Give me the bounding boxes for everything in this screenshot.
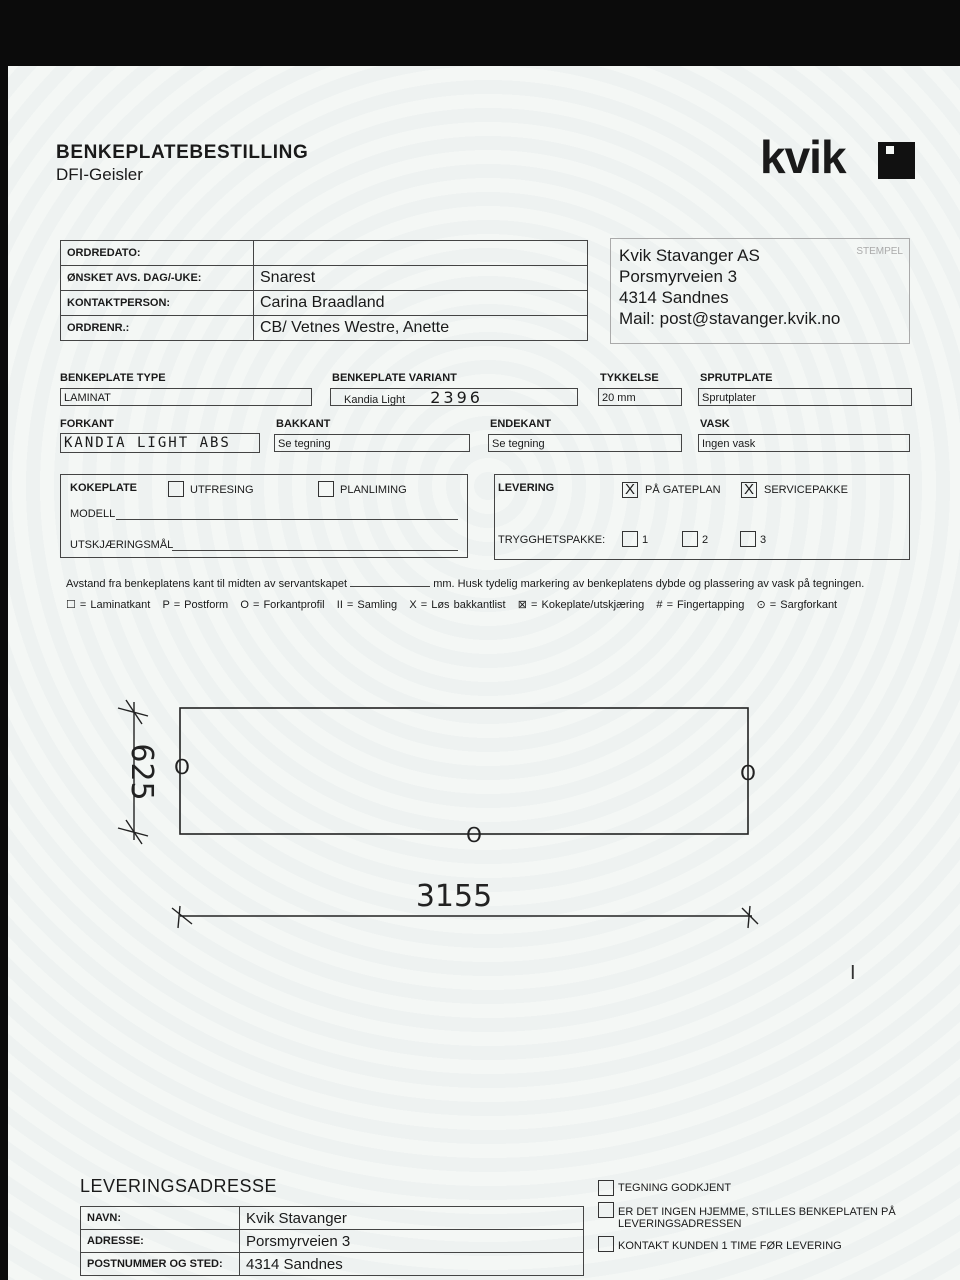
depth-tick-top	[118, 708, 148, 716]
order-number-value[interactable]: CB/ Vetnes Westre, Anette	[254, 316, 588, 341]
back-edge-label: BAKKANT	[276, 418, 331, 430]
length-tick-left	[178, 906, 180, 928]
desired-dispatch-value[interactable]: Snarest	[254, 266, 588, 291]
safety-1-label: 1	[642, 534, 649, 546]
contact-person-value[interactable]: Carina Braadland	[254, 291, 588, 316]
service-package-checkbox[interactable]: X	[741, 482, 757, 498]
street-level-checkbox[interactable]: X	[622, 482, 638, 498]
legend-item: II = Samling	[336, 599, 398, 611]
table-row	[81, 1230, 584, 1253]
model-label: MODELL	[70, 508, 116, 520]
delivery-address-label: ADRESSE:	[81, 1230, 240, 1253]
desired-dispatch-label: ØNSKET AVS. DAG/-UKE:	[61, 266, 254, 291]
cutout-label: UTSKJÆRINGSMÅL	[70, 539, 174, 551]
kvik-logo: kvik	[760, 131, 846, 183]
table-row	[81, 1207, 584, 1230]
flush-mount-label: PLANLIMING	[340, 484, 407, 496]
end-edge-label: ENDEKANT	[490, 418, 552, 430]
legend-item: P = Postform	[162, 599, 229, 611]
countertop-outline	[180, 708, 748, 834]
end-edge-field[interactable]: Se tegning	[488, 434, 682, 452]
leave-at-address-checkbox[interactable]	[598, 1202, 614, 1218]
sink-label: VASK	[700, 418, 730, 430]
variant-code: 2396	[430, 388, 483, 406]
thickness-field[interactable]: 20 mm	[598, 388, 682, 406]
delivery-address-value[interactable]: Porsmyrveien 3	[240, 1230, 584, 1253]
type-field[interactable]: LAMINAT	[60, 388, 312, 406]
delivery-postal-label: POSTNUMMER OG STED:	[81, 1253, 240, 1276]
legend-item: X = Løs bakkantlist	[409, 599, 506, 611]
delivery-label: LEVERING	[498, 482, 555, 494]
back-edge-field[interactable]: Se tegning	[274, 434, 470, 452]
contact-person-label: KONTAKTPERSON:	[61, 291, 254, 316]
legend-item: ☐ = Laminatkant	[66, 599, 151, 611]
distance-note-a: Avstand fra benkeplatens kant til midten av servantskapet	[66, 578, 348, 590]
legend-item: ⊙ = Sargforkant	[756, 599, 838, 611]
thickness-label: TYKKELSE	[600, 372, 659, 384]
order-number-label: ORDRENR.:	[61, 316, 254, 341]
splash-field[interactable]: Sprutplater	[698, 388, 912, 406]
edge-profile-mark-right: O	[740, 761, 756, 785]
length-tick-right	[748, 906, 750, 928]
safety-2-label: 2	[702, 534, 709, 546]
table-row	[81, 1253, 584, 1276]
depth-tick-bottom	[118, 828, 148, 836]
type-label: BENKEPLATE TYPE	[60, 372, 166, 384]
delivery-address-table	[80, 1206, 584, 1276]
distance-note-b: mm. Husk tydelig markering av benkeplatens dybde og plassering av vask på tegningen.	[433, 578, 865, 590]
drawing-approved-checkbox[interactable]	[598, 1180, 614, 1196]
delivery-address-title: LEVERINGSADRESSE	[80, 1176, 278, 1196]
drawing-approved-label: TEGNING GODKJENT	[618, 1182, 732, 1194]
store-city: 4314 Sandnes	[619, 288, 729, 307]
order-form-sheet	[8, 66, 960, 1280]
leave-at-address-line1: ER DET INGEN HJEMME, STILLES BENKEPLATEN PÅ	[618, 1206, 896, 1218]
countertop-sketch	[8, 66, 960, 1280]
sink-field[interactable]: Ingen vask	[698, 434, 910, 452]
store-mail: Mail: post@stavanger.kvik.no	[619, 309, 841, 328]
cooktop-label: KOKEPLATE	[70, 482, 138, 494]
routing-label: UTFRESING	[190, 484, 254, 496]
edge-profile-mark-front: O	[466, 823, 482, 847]
length-value: 3155	[415, 879, 493, 914]
delivery-name-label: NAVN:	[81, 1207, 240, 1230]
text-cursor-icon: I	[850, 962, 856, 984]
order-date-label: ORDREDATO:	[61, 241, 254, 266]
variant-label: BENKEPLATE VARIANT	[332, 372, 457, 384]
safety-3-label: 3	[760, 534, 767, 546]
variant-value: Kandia Light	[344, 394, 406, 406]
legend-item: O = Forkantprofil	[240, 599, 325, 611]
form-title: BENKEPLATEBESTILLING	[56, 142, 309, 163]
delivery-name-value[interactable]: Kvik Stavanger	[240, 1207, 584, 1230]
delivery-postal-value[interactable]: 4314 Sandnes	[240, 1253, 584, 1276]
edge-profile-mark-left: O	[174, 755, 190, 779]
safety-package-label: TRYGGHETSPAKKE:	[498, 534, 606, 546]
legend-item: # = Fingertapping	[656, 599, 745, 611]
store-name: Kvik Stavanger AS	[619, 246, 760, 265]
contact-before-delivery-checkbox[interactable]	[598, 1236, 614, 1252]
front-edge-label: FORKANT	[60, 418, 114, 430]
splash-label: SPRUTPLATE	[700, 372, 773, 384]
service-package-label: SERVICEPAKKE	[764, 484, 848, 496]
contact-before-delivery-label: KONTAKT KUNDEN 1 TIME FØR LEVERING	[618, 1240, 842, 1252]
front-edge-field[interactable]: KANDIA LIGHT ABS	[60, 433, 260, 453]
form-subtitle: DFI-Geisler	[56, 165, 143, 184]
legend-item: ⊠ = Kokeplate/utskjæring	[517, 599, 645, 611]
street-level-label: PÅ GATEPLAN	[645, 484, 721, 496]
stamp-label: STEMPEL	[856, 246, 903, 257]
store-street: Porsmyrveien 3	[619, 267, 738, 286]
leave-at-address-label	[618, 1206, 896, 1230]
depth-value: 625	[124, 743, 159, 801]
leave-at-address-line2: LEVERINGSADRESSEN	[618, 1218, 742, 1230]
